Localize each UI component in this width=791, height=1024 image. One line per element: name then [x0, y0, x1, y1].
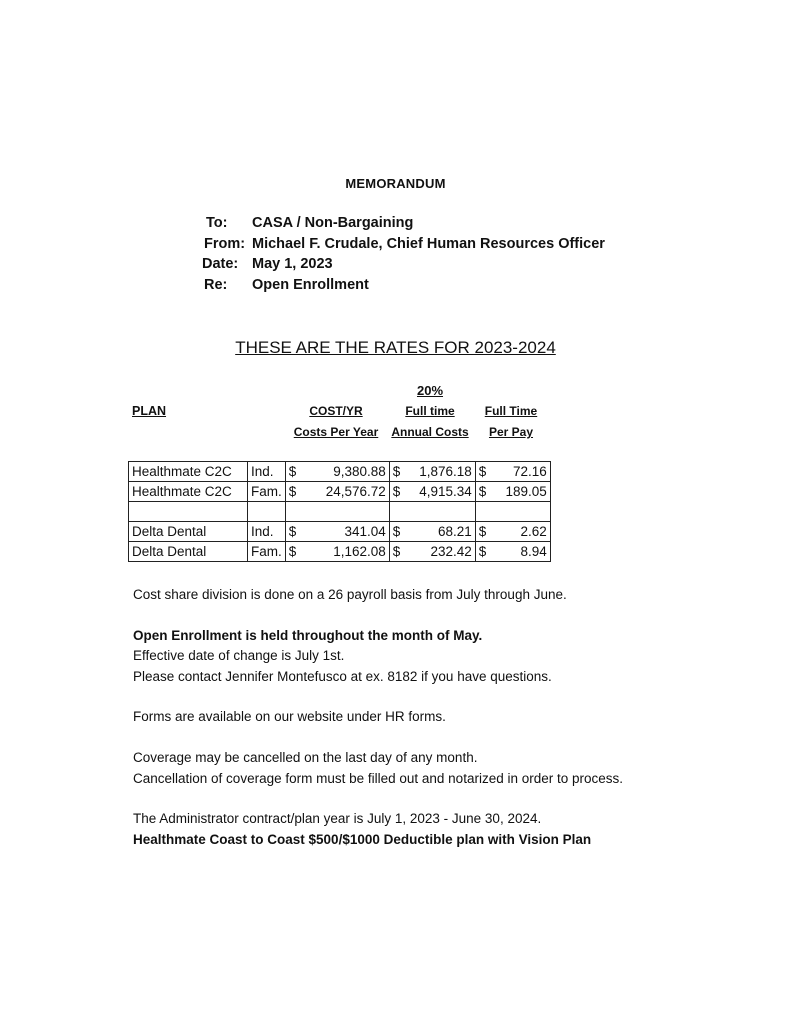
table-row: [129, 502, 551, 522]
annual-percent-heading: 20%: [416, 383, 444, 398]
annual-cell-value: 4,915.34: [419, 484, 472, 499]
memo-notes: [133, 585, 753, 850]
annual-cell: [389, 542, 475, 562]
currency-symbol: $: [392, 464, 401, 479]
contact-note: Please contact Jennifer Montefusco at ex. 8182 if you have questions.: [133, 668, 552, 684]
plan-cell: Delta Dental: [129, 542, 248, 562]
annual-cell: [389, 522, 475, 542]
to-label: To:: [206, 215, 228, 232]
effective-date-note: Effective date of change is July 1st.: [133, 648, 345, 664]
from-row: [196, 234, 696, 255]
annual-cell: [389, 462, 475, 482]
perpay-cell-value: 8.94: [520, 544, 547, 559]
re-row: [196, 275, 696, 296]
cost-heading-line1: COST/YR: [309, 404, 363, 418]
plan-year-note: The Administrator contract/plan year is July 1, 2023 - June 30, 2024.: [133, 811, 542, 827]
currency-symbol: $: [288, 524, 297, 539]
perpay-cell-value: 2.62: [520, 524, 547, 539]
perpay-heading-line2: Per Pay: [488, 425, 534, 439]
from-value: Michael F. Crudale, Chief Human Resources Officer: [252, 235, 605, 252]
cost-cell-value: 9,380.88: [333, 464, 386, 479]
annual-heading-line1: Full time: [405, 404, 455, 418]
annual-cell-value: 68.21: [437, 524, 472, 539]
rates-title: THESE ARE THE RATES FOR 2023-2024: [235, 338, 556, 357]
from-label: From:: [204, 235, 246, 252]
currency-symbol: $: [392, 544, 401, 559]
perpay-cell-value: 189.05: [505, 484, 547, 499]
currency-symbol: $: [478, 544, 487, 559]
rates-table: [128, 461, 551, 562]
forms-note: Forms are available on our website under HR forms.: [133, 709, 446, 725]
cost-cell: [285, 462, 389, 482]
cost-cell-value: 341.04: [344, 524, 386, 539]
cost-heading-line2: Costs Per Year: [293, 425, 379, 439]
coverage-cell: Ind.: [248, 462, 286, 482]
annual-cell-value: 232.42: [430, 544, 472, 559]
currency-symbol: $: [392, 484, 401, 499]
cost-cell-value: 24,576.72: [325, 484, 386, 499]
re-label: Re:: [204, 276, 228, 293]
to-value: CASA / Non-Bargaining: [252, 215, 414, 232]
cost-share-note: Cost share division is done on a 26 payroll basis from July through June.: [133, 587, 567, 602]
coverage-cell: Fam.: [248, 482, 286, 502]
cost-cell: [285, 482, 389, 502]
perpay-heading-line1: Full Time: [484, 404, 538, 418]
table-row: [129, 542, 551, 562]
plan-cell: Delta Dental: [129, 522, 248, 542]
currency-symbol: $: [288, 484, 297, 499]
table-row: [129, 482, 551, 502]
open-enrollment-note: Open Enrollment is held throughout the month of May.: [133, 627, 483, 643]
currency-symbol: $: [392, 524, 401, 539]
coverage-cell: [248, 502, 286, 522]
coverage-cell: Fam.: [248, 542, 286, 562]
annual-heading-line2: Annual Costs: [391, 425, 469, 439]
cost-cell: [285, 502, 389, 522]
currency-symbol: $: [478, 524, 487, 539]
cost-cell: [285, 542, 389, 562]
date-value: May 1, 2023: [252, 256, 333, 273]
table-row: [129, 462, 551, 482]
perpay-cell: [475, 502, 550, 522]
cost-cell-value: 1,162.08: [333, 544, 386, 559]
plan-name-note: Healthmate Coast to Coast $500/$1000 Deductible plan with Vision Plan: [133, 831, 592, 847]
date-row: [196, 254, 696, 275]
plan-cell: Healthmate C2C: [129, 462, 248, 482]
re-value: Open Enrollment: [252, 276, 369, 293]
date-label: Date:: [202, 256, 239, 273]
annual-cell: [389, 482, 475, 502]
cancel-form-note: Cancellation of coverage form must be filled out and notarized in order to process.: [133, 770, 624, 786]
memo-header: [196, 213, 696, 295]
perpay-cell: [475, 462, 550, 482]
plan-column-heading: PLAN: [132, 404, 167, 418]
perpay-cell-value: 72.16: [512, 464, 547, 479]
coverage-cell: Ind.: [248, 522, 286, 542]
currency-symbol: $: [288, 544, 297, 559]
currency-symbol: $: [288, 464, 297, 479]
annual-cell: [389, 502, 475, 522]
perpay-cell: [475, 522, 550, 542]
table-row: [129, 522, 551, 542]
currency-symbol: $: [478, 484, 487, 499]
memo-title: MEMORANDUM: [345, 176, 446, 191]
to-row: [196, 213, 696, 234]
perpay-cell: [475, 542, 550, 562]
currency-symbol: $: [478, 464, 487, 479]
perpay-cell: [475, 482, 550, 502]
coverage-cancel-note: Coverage may be cancelled on the last day of any month.: [133, 750, 478, 766]
cost-cell: [285, 522, 389, 542]
plan-cell: [129, 502, 248, 522]
plan-cell: Healthmate C2C: [129, 482, 248, 502]
annual-cell-value: 1,876.18: [419, 464, 472, 479]
